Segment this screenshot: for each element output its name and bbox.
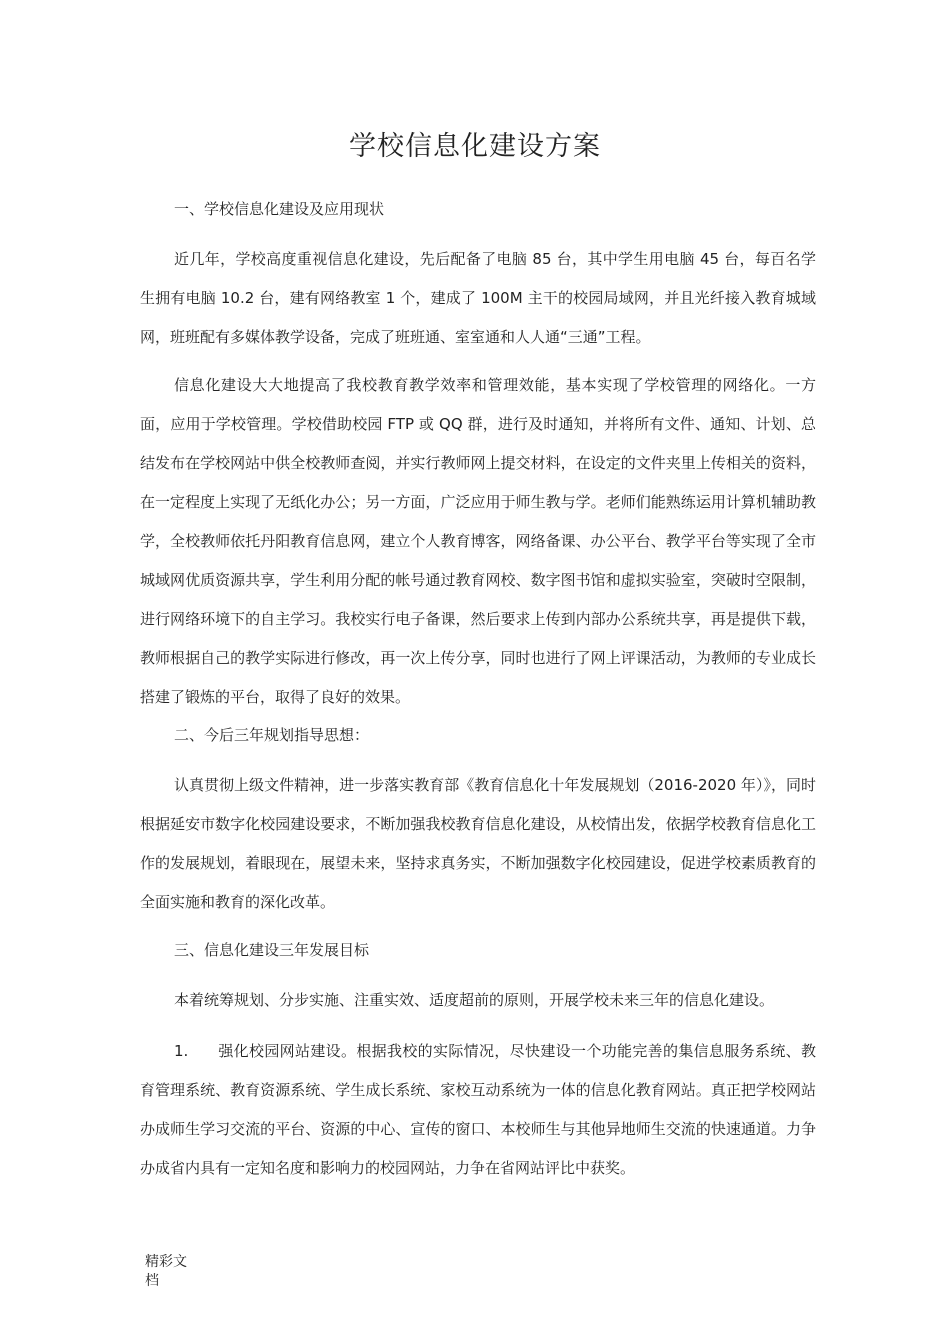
paragraph-guiding-ideology: 认真贯彻上级文件精神，进一步落实教育部《教育信息化十年发展规划（2016-2020 年）》，同时根据延安市数字化校园建设要求，不断加强我校教育信息化建设，从校情出发，依据学校教育信息化工作的发展规划，着眼现在，展望未来，坚持求真务实，不断加强数字化校园建设，促进学校素质教育的全面实施和教育的深化改革。 <box>140 776 816 911</box>
list-item-number: 1. <box>174 1042 189 1060</box>
document-title: 学校信息化建设方案 <box>349 131 601 162</box>
footer-label: 精彩文档 <box>145 1254 187 1289</box>
paragraph-status-hardware: 近几年，学校高度重视信息化建设，先后配备了电脑 85 台，其中学生用电脑 45 台，每百名学生拥有电脑 10.2 台，建有网络教室 1 个，建成了 100M 主干的校园局域网，并且光纤接入教育城域网，班班配有多媒体教学设备，完成了班班通、室室通和人人通“三通”工程。 <box>140 250 816 346</box>
paragraph-goals-principle: 本着统筹规划、分步实施、注重实效、适度超前的原则，开展学校未来三年的信息化建设。 <box>174 991 775 1009</box>
list-item-website <box>140 1032 816 1188</box>
section-heading-status: 一、学校信息化建设及应用现状 <box>174 200 385 218</box>
section-heading-guiding-ideology: 二、今后三年规划指导思想： <box>174 726 370 744</box>
list-item-text: 强化校园网站建设。根据我校的实际情况，尽快建设一个功能完善的集信息服务系统、教育管理系统、教育资源系统、学生成长系统、家校互动系统为一体的信息化教育网站。真正把学校网站办成师生学习交流的平台、资源的中心、宣传的窗口、本校师生与其他异地师生交流的快速通道。力争办成省内具有一定知名度和影响力的校园网站，力争在省网站评比中获奖。 <box>140 1042 816 1177</box>
section-heading-goals: 三、信息化建设三年发展目标 <box>174 941 370 959</box>
paragraph-status-application: 信息化建设大大地提高了我校教育教学效率和管理效能，基本实现了学校管理的网络化。一方面，应用于学校管理。学校借助校园 FTP 或 QQ 群，进行及时通知，并将所有文件、通知、计划、总结发布在学校网站中供全校教师查阅，并实行教师网上提交材料，在设定的文件夹里上传相关的资料，在一定程度上实现了无纸化办公；另一方面，广泛应用于师生教与学。老师们能熟练运用计算机辅助教学，全校教师依托丹阳教育信息网，建立个人教育博客，网络备课、办公平台、教学平台等实现了全市城域网优质资源共享，学生利用分配的帐号通过教育网校、数字图书馆和虚拟实验室，突破时空限制，进行网络环境下的自主学习。我校实行电子备课，然后要求上传到内部办公系统共享，再是提供下载，教师根据自己的教学实际进行修改，再一次上传分享，同时也进行了网上评课活动，为教师的专业成长搭建了锻炼的平台，取得了良好的效果。 <box>140 376 816 706</box>
